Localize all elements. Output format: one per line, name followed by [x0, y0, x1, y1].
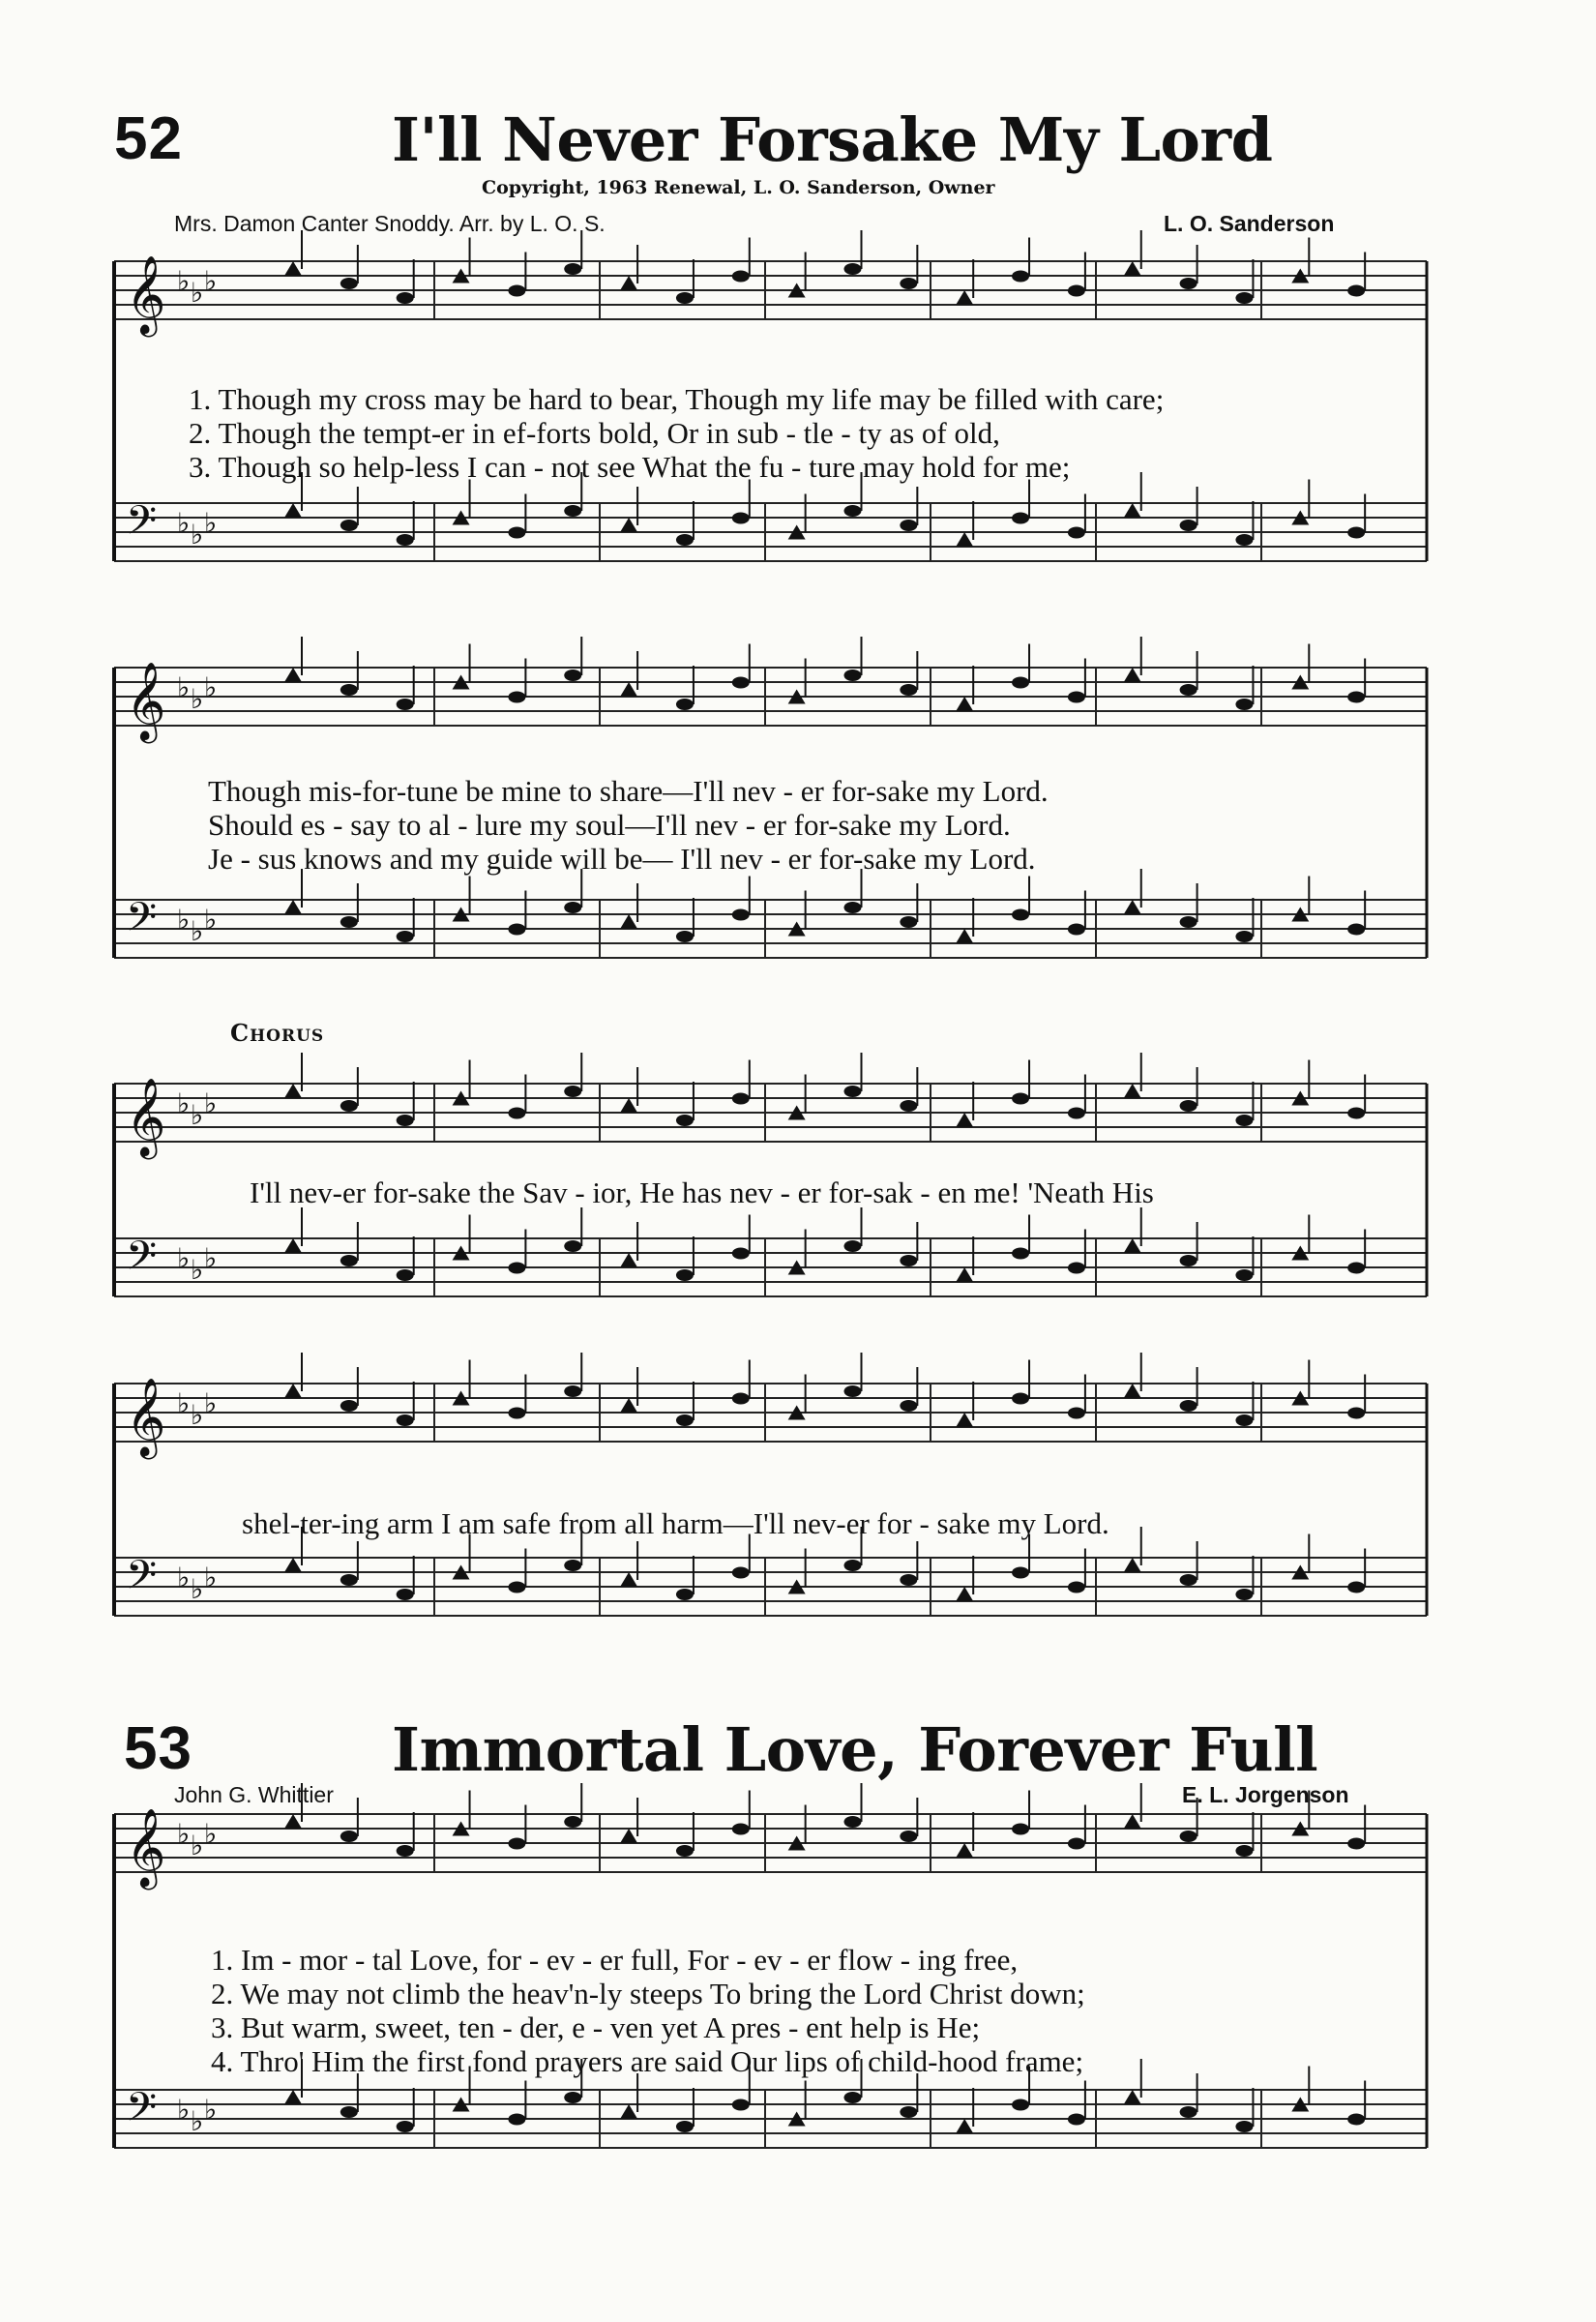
flat-icon: ♭: [177, 904, 191, 936]
note-head: [900, 278, 917, 289]
note-head: [732, 909, 750, 921]
note-head: [1012, 1567, 1029, 1579]
note-head: [397, 534, 414, 546]
flat-icon: ♭: [177, 265, 191, 297]
note-head: [340, 1255, 358, 1266]
note-head: [1124, 261, 1141, 276]
note-head: [1180, 1255, 1197, 1266]
note-head: [1235, 534, 1253, 546]
note-head: [956, 697, 973, 711]
note-head: [620, 682, 637, 697]
note-head: [1012, 1093, 1029, 1105]
note-head: [1235, 292, 1253, 304]
note-head: [508, 1408, 525, 1419]
note-head: [900, 1100, 917, 1112]
flat-icon: ♭: [191, 277, 204, 309]
copyright-notice: Copyright, 1963 Renewal, L. O. Sanderson, Owner: [482, 177, 995, 198]
note-head: [676, 699, 694, 710]
flat-icon: ♭: [191, 1830, 204, 1861]
note-head: [844, 2092, 862, 2103]
flat-icon: ♭: [204, 1818, 218, 1850]
flat-icon: ♭: [204, 1087, 218, 1119]
note-head: [1347, 1263, 1365, 1274]
note-head: [397, 1589, 414, 1600]
note-head: [340, 1831, 358, 1842]
note-head: [564, 1086, 581, 1097]
note-head: [397, 1115, 414, 1126]
note-head: [1124, 1084, 1141, 1098]
note-head: [508, 1263, 525, 1274]
note-head: [284, 1558, 302, 1572]
flat-icon: ♭: [191, 915, 204, 947]
verse-1-line-2: Though mis-for-tune be mine to share—I'll nev - er for-sake my Lord.: [208, 774, 1049, 808]
note-head: [900, 684, 917, 696]
note-head: [564, 263, 581, 275]
note-head: [1347, 1408, 1365, 1419]
note-head: [900, 1574, 917, 1586]
note-head: [284, 2090, 302, 2104]
note-head: [1068, 285, 1085, 297]
flat-icon: ♭: [204, 904, 218, 936]
note-head: [1235, 931, 1253, 942]
note-head: [900, 1831, 917, 1842]
note-head: [1012, 2099, 1029, 2111]
flat-icon: ♭: [204, 507, 218, 539]
verse-1: 1. Im - mor - tal Love, for - ev - er full, For - ev - er flow - ing free,: [211, 1943, 1019, 1977]
note-head: [1235, 1845, 1253, 1857]
verse-2-line-1: 2. Though the tempt-er in ef-forts bold, Or in sub - tle - ty as of old,: [189, 416, 1000, 450]
treble-clef-icon: 𝄞: [126, 254, 166, 334]
note-head: [1012, 1248, 1029, 1260]
note-head: [1180, 1831, 1197, 1842]
note-head: [284, 261, 302, 276]
note-head: [508, 1108, 525, 1119]
note-head: [1180, 916, 1197, 928]
note-head: [1347, 527, 1365, 539]
note-head: [900, 1255, 917, 1266]
treble-clef-icon: 𝄞: [126, 661, 166, 740]
note-head: [508, 527, 525, 539]
note-head: [284, 1238, 302, 1253]
note-head: [564, 505, 581, 517]
note-head: [1012, 1393, 1029, 1405]
music-credit: L. O. Sanderson: [1164, 211, 1335, 236]
note-head: [732, 513, 750, 524]
flat-icon: ♭: [204, 265, 218, 297]
note-head: [844, 1560, 862, 1571]
flat-icon: ♭: [204, 2094, 218, 2126]
note-head: [397, 931, 414, 942]
note-head: [1180, 1574, 1197, 1586]
note-head: [564, 1385, 581, 1397]
note-head: [1180, 684, 1197, 696]
note-head: [1235, 1115, 1253, 1126]
note-head: [340, 916, 358, 928]
note-head: [1068, 1582, 1085, 1593]
flat-icon: ♭: [191, 683, 204, 715]
note-head: [284, 900, 302, 914]
treble-clef-icon: 𝄞: [126, 1077, 166, 1156]
note-head: [956, 929, 973, 943]
note-head: [844, 1816, 862, 1828]
verse-3-line-2: Je - sus knows and my guide will be— I'll nev - er for-sake my Lord.: [208, 842, 1036, 876]
verse-2-line-2: Should es - say to al - lure my soul—I'll nev - er for-sake my Lord.: [208, 808, 1011, 842]
note-head: [397, 699, 414, 710]
verse-3: 3. But warm, sweet, ten - der, e - ven yet A pres - ent help is He;: [211, 2010, 981, 2044]
note-head: [1347, 2114, 1365, 2126]
note-head: [508, 692, 525, 703]
note-head: [900, 520, 917, 531]
chorus-label: Chorus: [230, 1019, 325, 1047]
hymn-title: I'll Never Forsake My Lord: [392, 104, 1273, 175]
note-head: [1235, 1269, 1253, 1281]
words-credit: John G. Whittier: [174, 1782, 334, 1807]
note-head: [956, 532, 973, 547]
music-credit: E. L. Jorgenson: [1182, 1782, 1349, 1807]
note-head: [676, 1589, 694, 1600]
note-head: [508, 285, 525, 297]
note-head: [844, 263, 862, 275]
note-head: [1068, 692, 1085, 703]
note-head: [1068, 1108, 1085, 1119]
note-head: [1124, 503, 1141, 518]
note-head: [620, 1098, 637, 1113]
note-head: [340, 278, 358, 289]
note-head: [620, 914, 637, 929]
flat-icon: ♭: [191, 519, 204, 551]
flat-icon: ♭: [191, 1099, 204, 1131]
note-head: [1180, 520, 1197, 531]
flat-icon: ♭: [177, 1242, 191, 1274]
note-head: [508, 1582, 525, 1593]
note-head: [1012, 909, 1029, 921]
note-head: [1235, 1589, 1253, 1600]
hymn-number: 53: [124, 1715, 192, 1782]
flat-icon: ♭: [177, 1818, 191, 1850]
note-head: [1068, 1408, 1085, 1419]
note-head: [1347, 1838, 1365, 1850]
note-head: [844, 902, 862, 913]
note-head: [1068, 1263, 1085, 1274]
note-head: [284, 1384, 302, 1398]
note-head: [1012, 1824, 1029, 1835]
note-head: [508, 924, 525, 936]
note-head: [900, 2106, 917, 2118]
note-head: [956, 290, 973, 305]
note-head: [732, 1824, 750, 1835]
note-head: [1068, 1838, 1085, 1850]
words-credit: Mrs. Damon Canter Snoddy. Arr. by L. O. S.: [174, 211, 606, 236]
treble-clef-icon: 𝄞: [126, 1377, 166, 1456]
note-head: [956, 1843, 973, 1858]
flat-icon: ♭: [204, 1562, 218, 1593]
verse-3-line-1: 3. Though so help-less I can - not see What the fu - ture may hold for me;: [189, 450, 1071, 484]
hymn-number: 52: [114, 105, 183, 172]
note-head: [1012, 513, 1029, 524]
flat-icon: ♭: [177, 2094, 191, 2126]
note-head: [1068, 924, 1085, 936]
note-head: [397, 2121, 414, 2132]
note-head: [1124, 1558, 1141, 1572]
verse-2: 2. We may not climb the heav'n-ly steeps To bring the Lord Christ down;: [211, 1977, 1085, 2010]
note-head: [340, 520, 358, 531]
note-head: [732, 677, 750, 689]
note-head: [732, 1393, 750, 1405]
note-head: [844, 1240, 862, 1252]
bass-clef-icon: 𝄢: [126, 1552, 158, 1608]
note-head: [676, 931, 694, 942]
note-head: [956, 1587, 973, 1601]
note-head: [1180, 2106, 1197, 2118]
note-head: [1180, 1100, 1197, 1112]
note-head: [676, 292, 694, 304]
note-head: [620, 1829, 637, 1843]
note-head: [620, 518, 637, 532]
note-head: [1068, 527, 1085, 539]
note-head: [564, 2092, 581, 2103]
note-head: [1347, 924, 1365, 936]
flat-icon: ♭: [191, 1254, 204, 1286]
note-head: [340, 684, 358, 696]
note-head: [284, 503, 302, 518]
note-head: [732, 1567, 750, 1579]
note-head: [620, 276, 637, 290]
flat-icon: ♭: [204, 1242, 218, 1274]
note-head: [676, 1845, 694, 1857]
note-head: [956, 2119, 973, 2133]
note-head: [1124, 1238, 1141, 1253]
bass-clef-icon: 𝄢: [126, 894, 158, 950]
flat-icon: ♭: [204, 671, 218, 703]
note-head: [1124, 2090, 1141, 2104]
note-head: [676, 1269, 694, 1281]
note-head: [508, 2114, 525, 2126]
verse-1-line-1: 1. Though my cross may be hard to bear, Though my life may be filled with care;: [189, 382, 1165, 416]
flat-icon: ♭: [177, 1087, 191, 1119]
note-head: [1347, 692, 1365, 703]
note-head: [1347, 285, 1365, 297]
note-head: [564, 670, 581, 681]
note-head: [284, 1084, 302, 1098]
chorus-line-2: shel-ter-ing arm I am safe from all harm—I'll nev-er for - sake my Lord.: [242, 1506, 1109, 1540]
note-head: [1347, 1108, 1365, 1119]
flat-icon: ♭: [191, 2105, 204, 2137]
hymn-title: Immortal Love, Forever Full: [392, 1714, 1318, 1785]
note-head: [676, 1414, 694, 1426]
note-head: [956, 1113, 973, 1127]
flat-icon: ♭: [177, 507, 191, 539]
note-head: [956, 1413, 973, 1427]
note-head: [620, 2104, 637, 2119]
note-head: [508, 1838, 525, 1850]
note-head: [340, 1574, 358, 1586]
note-head: [732, 1248, 750, 1260]
note-head: [564, 1560, 581, 1571]
note-head: [620, 1253, 637, 1267]
flat-icon: ♭: [177, 671, 191, 703]
note-head: [397, 1269, 414, 1281]
note-head: [620, 1398, 637, 1413]
note-head: [1012, 271, 1029, 283]
note-head: [340, 1400, 358, 1412]
note-head: [620, 1572, 637, 1587]
note-head: [564, 1240, 581, 1252]
note-head: [397, 1845, 414, 1857]
note-head: [1124, 1814, 1141, 1829]
bass-clef-icon: 𝄢: [126, 497, 158, 553]
note-head: [1124, 900, 1141, 914]
note-head: [676, 534, 694, 546]
note-head: [844, 670, 862, 681]
bass-clef-icon: 𝄢: [126, 2084, 158, 2140]
note-head: [340, 1100, 358, 1112]
note-head: [1012, 677, 1029, 689]
note-head: [676, 2121, 694, 2132]
note-head: [1068, 2114, 1085, 2126]
note-head: [397, 292, 414, 304]
note-head: [844, 1086, 862, 1097]
chorus-line-1: I'll nev-er for-sake the Sav - ior, He has nev - er for-sak - en me! 'Neath His: [250, 1176, 1154, 1209]
flat-icon: ♭: [177, 1387, 191, 1419]
note-head: [1235, 2121, 1253, 2132]
treble-clef-icon: 𝄞: [126, 1807, 166, 1887]
verse-4: 4. Thro' Him the first fond prayers are said Our lips of child-hood frame;: [211, 2044, 1084, 2078]
note-head: [1235, 1414, 1253, 1426]
note-head: [564, 902, 581, 913]
note-head: [732, 2099, 750, 2111]
note-head: [284, 668, 302, 682]
note-head: [1235, 699, 1253, 710]
note-head: [732, 271, 750, 283]
note-head: [564, 1816, 581, 1828]
note-head: [1124, 668, 1141, 682]
flat-icon: ♭: [177, 1562, 191, 1593]
note-head: [1347, 1582, 1365, 1593]
note-head: [732, 1093, 750, 1105]
note-head: [1180, 278, 1197, 289]
note-head: [340, 2106, 358, 2118]
flat-icon: ♭: [191, 1573, 204, 1605]
note-head: [284, 1814, 302, 1829]
note-head: [1180, 1400, 1197, 1412]
note-head: [956, 1267, 973, 1282]
flat-icon: ♭: [191, 1399, 204, 1431]
note-head: [844, 1385, 862, 1397]
note-head: [397, 1414, 414, 1426]
note-head: [676, 1115, 694, 1126]
note-head: [900, 916, 917, 928]
note-head: [844, 505, 862, 517]
flat-icon: ♭: [204, 1387, 218, 1419]
note-head: [900, 1400, 917, 1412]
note-head: [1124, 1384, 1141, 1398]
bass-clef-icon: 𝄢: [126, 1233, 158, 1289]
